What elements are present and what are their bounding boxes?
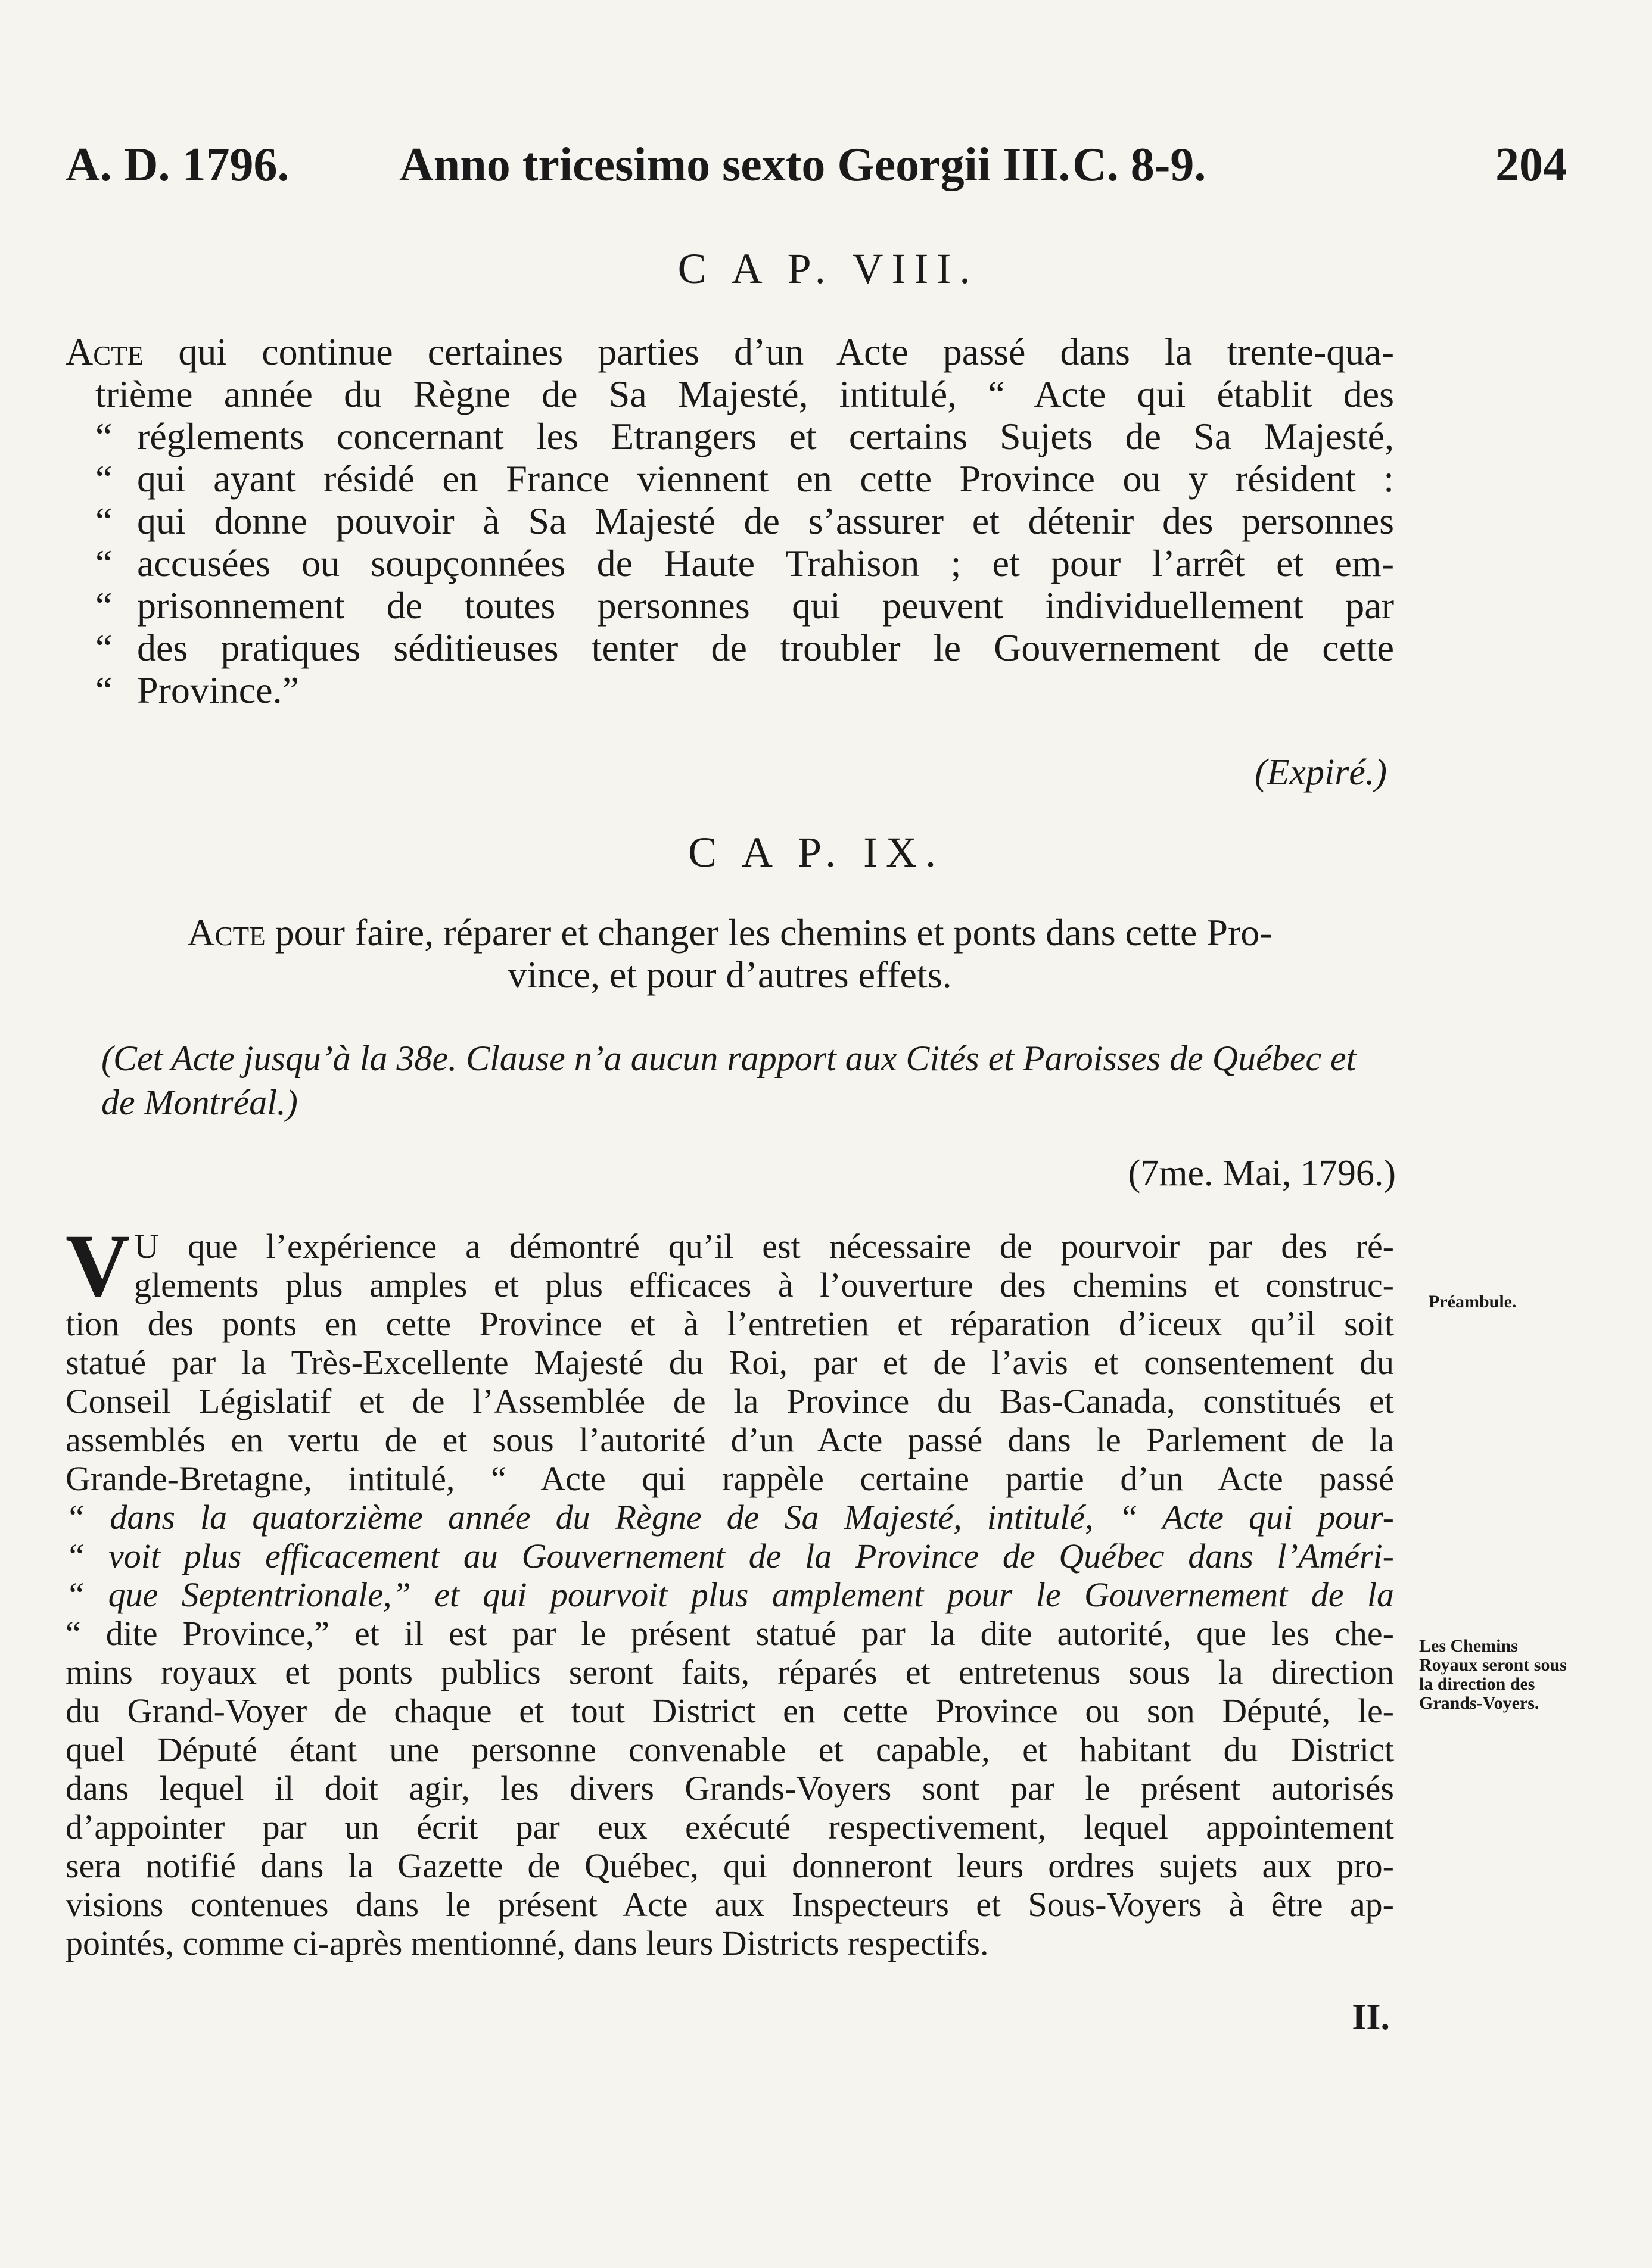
body-line: “ dite Province,” et il est par le présent statué par la dite autorité, que les che- bbox=[66, 1614, 1394, 1653]
body-line: Grande-Bretagne, intitulé, “ Acte qui rappèle certaine partie d’un Acte passé bbox=[66, 1459, 1394, 1498]
body-line: du Grand-Voyer de chaque et tout District en cette Province ou son Député, le- bbox=[66, 1691, 1394, 1730]
act-8-line: “ accusées ou soupçonnées de Haute Trahison ; et pour l’arrêt et em- bbox=[95, 542, 1394, 584]
drop-cap: V bbox=[66, 1216, 130, 1315]
act-word: Acte bbox=[66, 331, 144, 373]
act-body bbox=[66, 1216, 1394, 1962]
scope-note: (Cet Acte jusqu’à la 38e. Clause n’a aucun rapport aux Cités et Paroisses de Québec et de Montréal.) bbox=[101, 1039, 1357, 1122]
header-chapter: C. 8-9. bbox=[1072, 139, 1206, 191]
catchword: II. bbox=[1352, 1997, 1390, 2038]
body-line: sera notifié dans la Gazette de Québec, qui donneront leurs ordres sujets aux pro- bbox=[66, 1846, 1394, 1885]
body-line: “ dans la quatorzième année du Règne de Sa Majesté, intitulé, “ Acte qui pour- bbox=[66, 1498, 1394, 1537]
body-line: visions contenues dans le présent Acte aux Inspecteurs et Sous-Voyers à être ap- bbox=[66, 1885, 1394, 1924]
act-8-line: “ réglements concernant les Etrangers et certains Sujets de Sa Majesté, bbox=[95, 415, 1394, 457]
margin-note-roads: Les Chemins Royaux seront sous la direction des Grands-Voyers. bbox=[1419, 1636, 1567, 1713]
act-8-line: “ Province.” bbox=[95, 669, 299, 711]
page-number: 204 bbox=[1495, 139, 1567, 191]
body-line: quel Député étant une personne convenable et capable, et habitant du District bbox=[66, 1730, 1394, 1769]
act-title-8 bbox=[66, 331, 1394, 718]
body-line: dans lequel il doit agir, les divers Grands-Voyers sont par le présent autorisés bbox=[66, 1769, 1394, 1808]
body-line: statué par la Très-Excellente Majesté du Roi, par et de l’avis et consentement du bbox=[66, 1343, 1394, 1382]
act-title-9 bbox=[66, 911, 1394, 1007]
body-line: tion des ponts en cette Province et à l’entretien et réparation d’iceux qu’il soit bbox=[66, 1304, 1394, 1343]
act-8-line: “ prisonnement de toutes personnes qui peuvent individuellement par bbox=[95, 584, 1394, 627]
body-line: assemblés en vertu de et sous l’autorité d’un Acte passé dans le Parlement de la bbox=[66, 1420, 1394, 1459]
body-line: mins royaux et ponts publics seront faits, réparés et entretenus sous la direction bbox=[66, 1653, 1394, 1691]
act-8-line: trième année du Règne de Sa Majesté, intitulé, “ Acte qui établit des bbox=[95, 373, 1394, 415]
running-header bbox=[66, 138, 1567, 204]
body-line: Conseil Législatif et de l’Assemblée de la Province du Bas-Canada, constitués et bbox=[66, 1382, 1394, 1420]
act-9-line: vince, et pour d’autres effets. bbox=[508, 954, 952, 996]
act-8-line: “ des pratiques séditieuses tenter de troubler le Gouvernement de cette bbox=[95, 627, 1394, 669]
body-line: “ voit plus efficacement au Gouvernement de la Province de Québec dans l’Améri- bbox=[66, 1537, 1394, 1575]
act-8-line: “ qui ayant résidé en France viennent en cette Province ou y résident : bbox=[95, 457, 1394, 500]
header-title: Anno tricesimo sexto Georgii III. bbox=[399, 139, 1071, 191]
status-expired: (Expiré.) bbox=[1254, 752, 1387, 793]
body-line: glements plus amples et plus efficaces à l’ouverture des chemins et construc- bbox=[134, 1266, 1394, 1304]
body-line: U que l’expérience a démontré qu’il est nécessaire de pourvoir par des ré- bbox=[134, 1227, 1394, 1266]
body-line: pointés, comme ci-après mentionné, dans leurs Districts respectifs. bbox=[66, 1924, 989, 1962]
body-line: “ que Septentrionale,” et qui pourvoit plus amplement pour le Gouvernement de la bbox=[66, 1575, 1394, 1614]
header-year: A. D. 1796. bbox=[66, 139, 290, 191]
act-date: (7me. Mai, 1796.) bbox=[1128, 1153, 1396, 1194]
body-line: d’appointer par un écrit par eux exécuté respectivement, lequel appointement bbox=[66, 1808, 1394, 1846]
margin-note-preamble: Préambule. bbox=[1429, 1292, 1517, 1311]
chapter-heading-8: C A P. VIII. bbox=[677, 245, 979, 292]
act-8-line: “ qui donne pouvoir à Sa Majesté de s’assurer et détenir des personnes bbox=[95, 500, 1394, 542]
act-8-line: Acte qui continue certaines parties d’un Acte passé dans la trente-qua- bbox=[66, 331, 1395, 373]
act-word: Acte bbox=[187, 911, 266, 954]
chapter-heading-9: C A P. IX. bbox=[687, 828, 945, 876]
act-9-line: Acte pour faire, réparer et changer les chemins et ponts dans cette Pro- bbox=[187, 911, 1273, 954]
